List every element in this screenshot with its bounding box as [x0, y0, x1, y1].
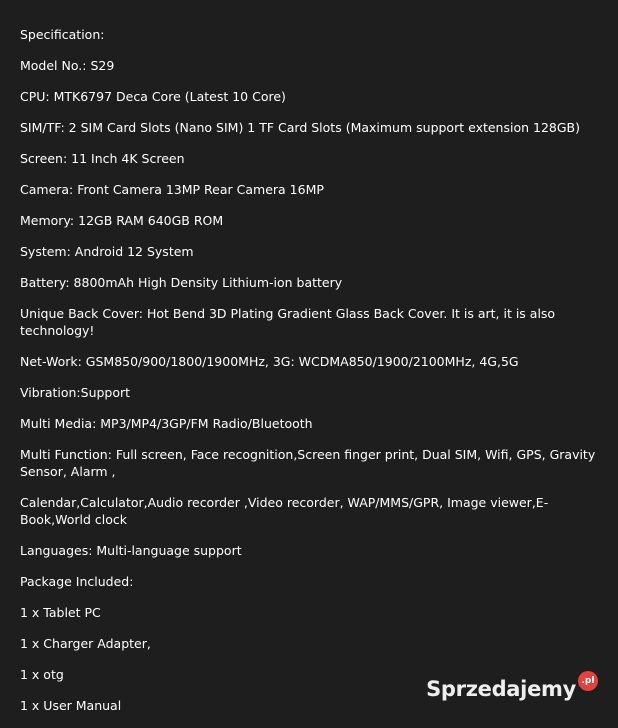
- package-heading: Package Included:: [20, 574, 134, 589]
- spec-cpu: CPU: MTK6797 Deca Core (Latest 10 Core): [20, 89, 286, 104]
- spec-sim-tf: SIM/TF: 2 SIM Card Slots (Nano SIM) 1 TF Card Slots (Maximum support extension 128GB): [20, 120, 581, 135]
- spec-model: Model No.: S29: [20, 58, 115, 73]
- spec-battery: Battery: 8800mAh High Density Lithium-ion battery: [20, 275, 343, 290]
- watermark-text: Sprzedajemy: [426, 677, 576, 701]
- spec-languages: Languages: Multi-language support: [20, 543, 242, 558]
- spec-heading: Specification:: [20, 27, 105, 42]
- package-item-charger: 1 x Charger Adapter,: [20, 636, 151, 651]
- spec-screen: Screen: 11 Inch 4K Screen: [20, 151, 185, 166]
- package-item-tablet: 1 x Tablet PC: [20, 605, 101, 620]
- package-item-manual: 1 x User Manual: [20, 698, 122, 713]
- spec-network: Net-Work: GSM850/900/1800/1900MHz, 3G: WCDMA850/1900/2100MHz, 4G,5G: [20, 354, 519, 369]
- spec-apps: Calendar,Calculator,Audio recorder ,Video recorder, WAP/MMS/GPR, Image viewer,E-Book,World clock: [20, 495, 549, 527]
- spec-multi-media: Multi Media: MP3/MP4/3GP/FM Radio/Bluetooth: [20, 416, 313, 431]
- specification-list: [20, 26, 600, 728]
- spec-vibration: Vibration:Support: [20, 385, 131, 400]
- spec-system: System: Android 12 System: [20, 244, 194, 259]
- sprzedajemy-watermark-logo: [426, 677, 598, 701]
- spec-multi-function: Multi Function: Full screen, Face recognition,Screen finger print, Dual SIM, Wifi, GPS, Gravity Sensor, Alarm ,: [20, 447, 596, 479]
- spec-back-cover: Unique Back Cover: Hot Bend 3D Plating Gradient Glass Back Cover. It is art, it is also technology!: [20, 306, 556, 338]
- watermark-badge: .pl: [578, 671, 598, 691]
- spec-memory: Memory: 12GB RAM 640GB ROM: [20, 213, 224, 228]
- spec-camera: Camera: Front Camera 13MP Rear Camera 16MP: [20, 182, 324, 197]
- package-item-otg: 1 x otg: [20, 667, 64, 682]
